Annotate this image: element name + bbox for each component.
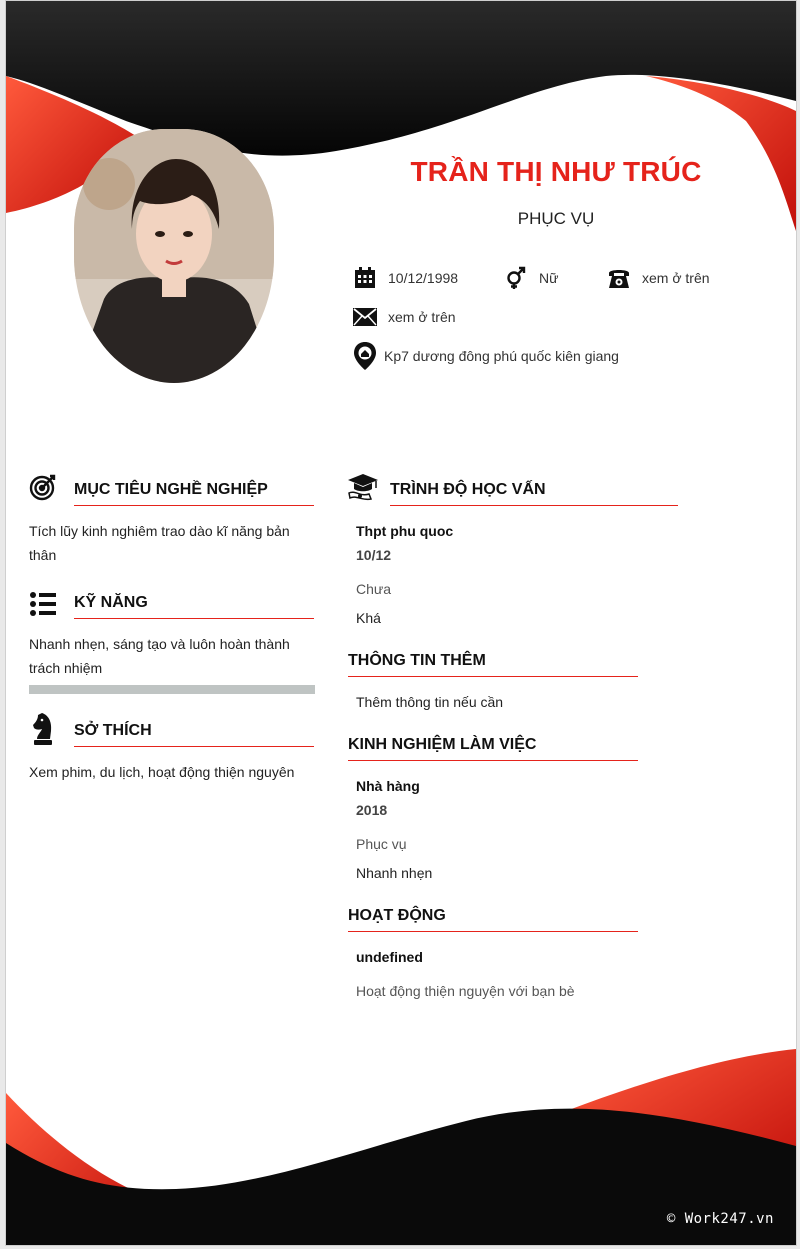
watermark: © Work247.vn <box>666 1211 774 1227</box>
education-grade: Khá <box>356 610 381 626</box>
school-name: Thpt phu quoc <box>356 523 454 539</box>
company-name: Nhà hàng <box>356 778 420 794</box>
experience-year: 2018 <box>356 802 388 818</box>
portrait-image <box>74 129 274 383</box>
education-title: TRÌNH ĐỘ HỌC VẤN <box>390 481 678 506</box>
hobbies-text: Xem phim, du lịch, hoạt động thiện nguyên <box>29 764 295 780</box>
extra-info-title: THÔNG TIN THÊM <box>348 652 638 677</box>
chess-knight-icon <box>32 713 60 741</box>
activities-title: HOẠT ĐỘNG <box>348 907 638 932</box>
birthday-row <box>352 265 458 291</box>
phone-value[interactable]: xem ở trên <box>642 270 710 286</box>
skills-text-line: trách nhiệm <box>29 660 103 676</box>
envelope-icon <box>352 304 378 330</box>
cv-page <box>5 0 797 1246</box>
extra-info-text: Thêm thông tin nếu cần <box>356 694 504 710</box>
email-value[interactable]: xem ở trên <box>388 309 456 325</box>
objective-title: MỤC TIÊU NGHỀ NGHIỆP <box>74 481 314 506</box>
experience-title: KINH NGHIỆM LÀM VIỆC <box>348 736 638 761</box>
experience-position: Phục vụ <box>356 836 407 852</box>
list-icon <box>29 591 57 619</box>
graduation-cap-icon <box>347 473 381 501</box>
telephone-icon <box>606 265 632 291</box>
gender-icon <box>503 265 529 291</box>
education-time: 10/12 <box>356 547 392 563</box>
education-major: Chưa <box>356 581 392 597</box>
address-row <box>352 343 619 369</box>
experience-description: Nhanh nhẹn <box>356 865 433 881</box>
gender-row <box>503 265 558 291</box>
birthday-value: 10/12/1998 <box>388 270 459 286</box>
skills-title: KỸ NĂNG <box>74 594 314 619</box>
candidate-position: PHỤC VỤ <box>517 209 595 228</box>
skills-text-line: Nhanh nhẹn, sáng tạo và luôn hoàn thành <box>29 636 290 652</box>
gender-value: Nữ <box>539 270 559 286</box>
skill-level-bar <box>29 685 315 694</box>
calendar-icon <box>352 265 378 291</box>
location-pin-icon <box>352 343 378 369</box>
address-value: Kp7 dương đông phú quốc kiên giang <box>384 348 619 364</box>
activity-description: Hoạt động thiện nguyện với bạn bè <box>356 983 575 999</box>
candidate-name: TRẦN THỊ NHƯ TRÚC <box>410 156 702 187</box>
objective-text <box>29 519 319 567</box>
phone-row <box>606 265 710 291</box>
objective-text-line: thân <box>29 547 57 563</box>
skills-text <box>29 632 319 680</box>
objective-text-line: Tích lũy kinh nghiêm trao dào kĩ năng bản <box>29 523 290 539</box>
target-icon <box>29 473 57 501</box>
email-row <box>352 304 456 330</box>
activity-organization: undefined <box>356 949 423 965</box>
profile-photo <box>74 129 274 383</box>
hobbies-title: SỞ THÍCH <box>74 722 314 747</box>
